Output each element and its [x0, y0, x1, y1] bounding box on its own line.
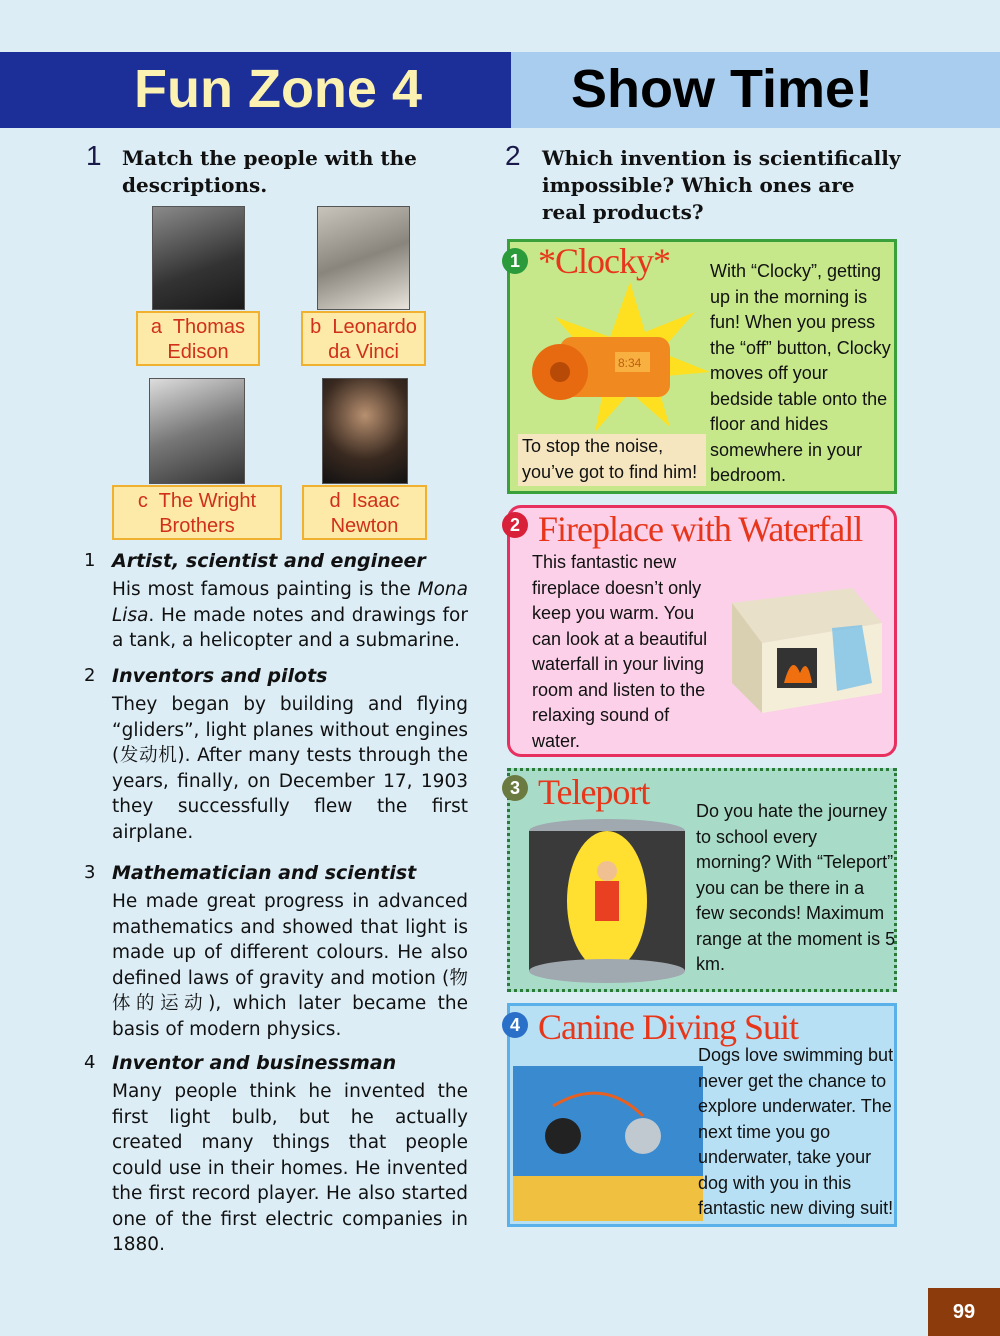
invention-fireplace — [507, 505, 897, 757]
number-badge: 4 — [502, 1012, 528, 1038]
invention-description: Dogs love swimming but never get the chance to explore underwater. The next time you go underwater, take your dog with you in this fantastic new diving suit! — [698, 1045, 894, 1218]
invention-clocky — [507, 239, 897, 494]
invention-title: *Clocky* — [538, 241, 670, 281]
fun-zone-title: Fun Zone 4 — [134, 59, 422, 119]
page-number: 99 — [928, 1288, 1000, 1336]
description-4: 4 Inventor and businessman Many people think he invented the first light bulb, but he actually created many things that people could use in their homes. He invented the first record player. He also started one of the first electric companies in 1880. — [84, 1052, 468, 1255]
label-c: c The Wright Brothers — [112, 485, 282, 540]
photo-leonardo-da-vinci — [317, 206, 410, 310]
invention-title: Teleport — [538, 772, 650, 812]
photo-thomas-edison — [152, 206, 245, 310]
clocky-illustration — [520, 277, 710, 437]
number-badge: 3 — [502, 775, 528, 801]
label-a: a Thomas Edison — [136, 311, 260, 366]
svg-text:8:34: 8:34 — [618, 356, 642, 370]
photo-wright-brothers — [149, 378, 245, 484]
show-time-title: Show Time! — [571, 59, 874, 119]
invention-description: Do you hate the journey to school every morning? With “Teleport” you can be there in a few seconds! Maximum range at the moment is 5 km. — [696, 801, 896, 974]
fireplace-illustration — [722, 583, 892, 713]
invention-description: This fantastic new fireplace doesn’t only keep you warm. You can look at a beautiful waterfall in your living room and listen to the relaxing sound of water. — [532, 552, 708, 751]
number-badge: 2 — [502, 512, 528, 538]
exercise2-instruction: Which invention is scientifically impossible? Which ones are real products? — [542, 146, 901, 224]
exercise1-number: 1 — [86, 140, 102, 171]
description-3: 3 Mathematician and scientist He made great progress in advanced mathematics and showed that light is made up of different colours. He also defined laws of gravity and motion (物体的运动), which later became the basis of modern physics. — [84, 862, 468, 1040]
label-d: d Isaac Newton — [302, 485, 427, 540]
exercise2-number: 2 — [505, 140, 521, 171]
number-badge: 1 — [502, 248, 528, 274]
invention-description: With “Clocky”, getting up in the morning is fun! When you press the “off” button, Clocky moves off your bedside table onto the floor and hides somewhere in your bedroom. — [710, 261, 891, 485]
exercise1-instruction: Match the people with the descriptions. — [122, 146, 417, 197]
photo-isaac-newton — [322, 378, 408, 484]
invention-title: Canine Diving Suit — [538, 1007, 798, 1047]
label-b: b Leonardo da Vinci — [301, 311, 426, 366]
description-2: 2 Inventors and pilots They began by building and flying “gliders”, light planes without engines (发动机). After many tests through the years, finally, on December 17, 1903 they successfully flew the first airplane. — [84, 665, 468, 843]
invention-canine-diving-suit — [507, 1003, 897, 1227]
header-fun-zone — [0, 52, 511, 128]
invention-teleport — [507, 768, 897, 992]
description-1: 1 Artist, scientist and engineer His most famous painting is the Mona Lisa. He made notes and drawings for a tank, a helicopter and a submarine. — [84, 550, 468, 651]
teleport-illustration — [525, 816, 690, 986]
diving-illustration — [513, 1066, 703, 1221]
invention-title: Fireplace with Waterfall — [538, 509, 863, 549]
header-show-time — [511, 52, 1000, 128]
clocky-caption: To stop the noise, you’ve got to find him! — [518, 434, 706, 486]
